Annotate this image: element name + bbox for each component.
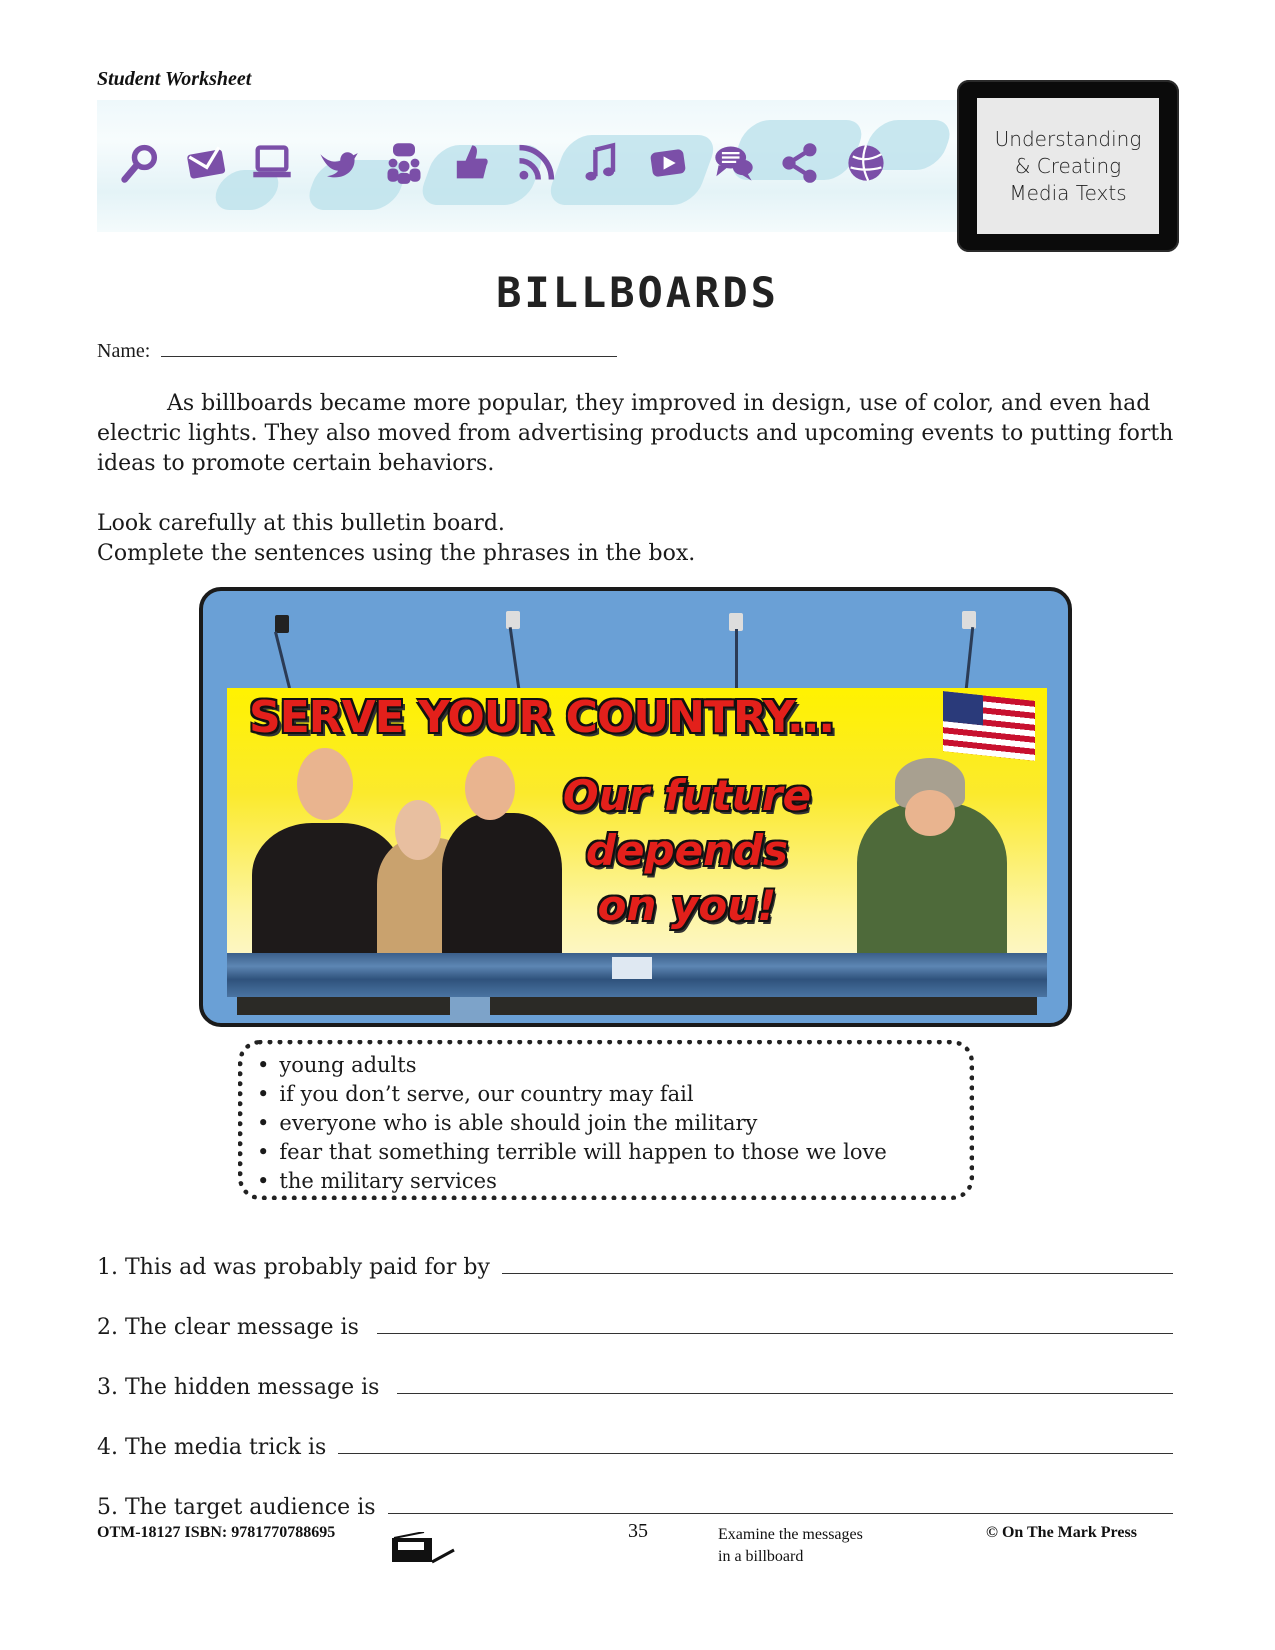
phrase-item: • fear that something terrible will happen to those we love [257,1138,955,1167]
video-play-icon [637,132,699,194]
mail-icon [175,132,237,194]
answer-line-4[interactable] [338,1452,1173,1454]
phrase-item: • if you don’t serve, our country may fail [257,1080,955,1109]
thumbs-up-icon [439,132,501,194]
name-label: Name: [97,340,151,362]
instructions [97,509,695,569]
phrase-item: • everyone who is able should join the military [257,1109,955,1138]
twitter-bird-icon [307,132,369,194]
globe-icon [835,132,897,194]
billboard-sign [227,688,1047,953]
instruction-line-1: Look carefully at this bulletin board. [97,511,505,536]
footer-product-code: OTM-18127 ISBN: 9781770788695 [97,1524,336,1541]
billboard-headline: SERVE YOUR COUNTRY... [249,692,835,743]
answer-line-2[interactable] [377,1332,1173,1334]
billboard-slogan: Our future depends on you! [562,771,812,930]
instruction-line-2: Complete the sentences using the phrases in the box. [97,541,696,566]
question-4: 4. The media trick is [97,1435,1173,1460]
us-flag-icon [943,691,1035,761]
intro-paragraph: As billboards became more popular, they improved in design, use of color, and even had electric lights. They also moved from advertising products and upcoming events to putting forth ideas to promote certain behaviors. [97,391,1174,476]
phrase-item: • the military services [257,1167,955,1196]
chat-bubbles-icon [703,132,765,194]
answer-line-5[interactable] [388,1512,1173,1514]
share-icon [769,132,831,194]
answer-line-1[interactable] [502,1272,1173,1274]
tablet-line-2: & Creating [1014,153,1122,178]
laptop-icon [241,132,303,194]
name-blank-line[interactable] [161,356,617,357]
media-icon-strip [109,132,901,194]
tablet-line-3: Media Texts [1009,180,1127,205]
tablet-graphic [957,80,1179,252]
music-note-icon [571,132,633,194]
page-title: BILLBOARDS [496,268,779,317]
printer-icon [388,1532,458,1564]
question-5: 5. The target audience is [97,1495,1173,1520]
tablet-screen [977,98,1159,234]
worksheet-label: Student Worksheet [97,68,252,90]
name-field-row [97,340,617,363]
answer-line-3[interactable] [397,1392,1173,1394]
group-chat-icon [373,132,435,194]
footer-description: Examine the messages in a billboard [718,1526,863,1565]
phrase-bank-box [238,1040,974,1200]
phrase-item: • young adults [257,1051,955,1080]
question-1: 1. This ad was probably paid for by [97,1255,1173,1280]
question-3: 3. The hidden message is [97,1375,1173,1400]
billboard-image [199,587,1072,1027]
search-icon [109,132,171,194]
question-2: 2. The clear message is [97,1315,1173,1340]
tablet-line-1: Understanding [994,126,1142,151]
rss-icon [505,132,567,194]
page-number: 35 [628,1520,648,1542]
header-banner [97,100,957,232]
footer-copyright: © On The Mark Press [986,1524,1137,1541]
